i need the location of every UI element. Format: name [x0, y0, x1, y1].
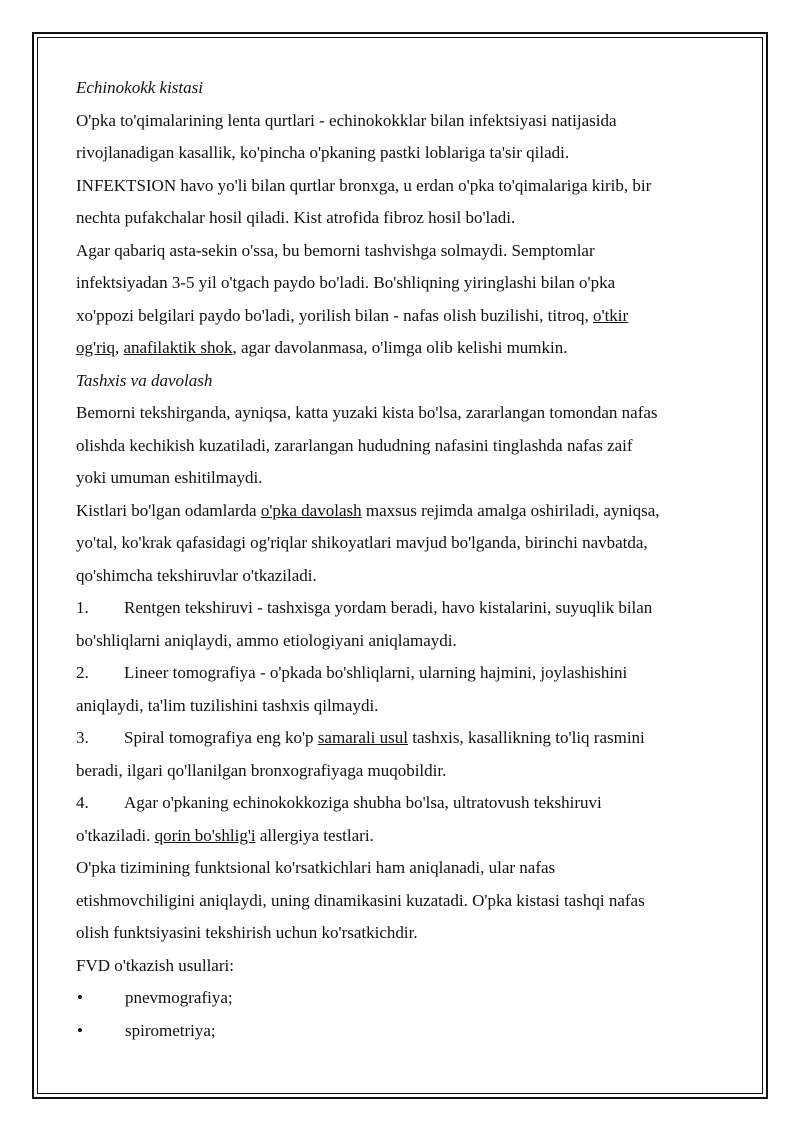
text-line: rivojlanadigan kasallik, ko'pincha o'pkaning pastki loblariga ta'sir qiladi. — [76, 143, 570, 162]
text-line: INFEKTSION havo yo'li bilan qurtlar bronxga, u erdan o'pka to'qimalariga kirib, bir — [76, 175, 652, 195]
list-number: 1. — [76, 598, 89, 617]
text-span: Kistlari bo'lgan odamlarda — [76, 500, 261, 520]
list-item — [76, 982, 726, 1015]
text-line — [76, 592, 726, 625]
paragraph-treatment — [76, 495, 726, 593]
text-line: olishda kechikish kuzatiladi, zararlangan hududning nafasini tinglashda nafas zaif — [76, 435, 633, 455]
link-otkir-ogriq-cont[interactable]: og'riq — [76, 338, 115, 357]
text-span: Lineer tomografiya - o'pkada bo'shliqlarni, ularning hajmini, joylashishini — [124, 663, 628, 682]
text-line — [76, 820, 726, 853]
text-span: Rentgen tekshiruvi - tashxisga yordam beradi, havo kistalarini, suyuqlik bilan — [124, 598, 653, 617]
text-line — [76, 657, 726, 690]
text-span: tashxis, kasallikning to'liq rasmini — [407, 728, 645, 747]
list-item — [76, 722, 726, 787]
list-item — [76, 787, 726, 852]
text-line — [76, 787, 726, 820]
text-span: o'tkaziladi. — [76, 825, 155, 845]
list-item — [76, 592, 726, 657]
link-otkir-ogriq[interactable]: o'tkir — [593, 305, 629, 325]
text-line — [76, 332, 726, 365]
section-heading-echinococcus: Echinokokk kistasi — [76, 78, 203, 97]
text-line — [76, 722, 726, 755]
text-line — [76, 300, 726, 333]
text-line: beradi, ilgari qo'llanilgan bronxografiyaga muqobildir. — [76, 760, 447, 780]
text-span: , agar davolanmasa, o'limga olib kelishi mumkin. — [232, 338, 568, 357]
text-line: infektsiyadan 3-5 yil o'tgach paydo bo'ladi. Bo'shliqning yiringlashi bilan o'pka — [76, 273, 616, 292]
paragraph-symptoms — [76, 235, 726, 365]
list-number: 3. — [76, 728, 89, 747]
document-body — [76, 72, 726, 1047]
text-line: Bemorni tekshirganda, ayniqsa, katta yuzaki kista bo'lsa, zararlangan tomondan nafas — [76, 403, 658, 422]
paragraph-definition — [76, 105, 726, 235]
list-number: 4. — [76, 793, 89, 812]
link-samarali-usul[interactable]: samarali usul — [317, 728, 408, 747]
bullet-icon: • — [77, 988, 83, 1007]
text-span: Agar o'pkaning echinokokkoziga shubha bo'lsa, ultratovush tekshiruvi — [124, 793, 602, 812]
text-line: O'pka to'qimalarining lenta qurtlari - echinokokklar bilan infektsiyasi natijasida — [76, 110, 617, 130]
text-span: xo'ppozi belgilari paydo bo'ladi, yorilish bilan - nafas olish buzilishi, titroq, — [76, 305, 593, 325]
text-span: , — [114, 338, 124, 357]
section-heading-diagnosis: Tashxis va davolash — [76, 370, 213, 390]
text-line: nechta pufakchalar hosil qiladi. Kist atrofida fibroz hosil bo'ladi. — [76, 208, 516, 227]
text-span: allergiya testlari. — [255, 825, 374, 845]
bullet-list — [76, 982, 726, 1047]
text-line: olish funktsiyasini tekshirish uchun ko'rsatkichdir. — [76, 923, 418, 942]
fvd-heading: FVD o'tkazish usullari: — [76, 955, 234, 975]
text-line: qo'shimcha tekshiruvlar o'tkaziladi. — [76, 565, 317, 585]
numbered-list — [76, 592, 726, 852]
paragraph-function — [76, 852, 726, 950]
list-number: 2. — [76, 663, 89, 682]
text-span: Spiral tomografiya eng ko'p — [124, 728, 318, 747]
text-line: O'pka tizimining funktsional ko'rsatkichlari ham aniqlanadi, ular nafas — [76, 858, 556, 877]
text-line — [76, 495, 726, 528]
link-qorin-boshligi[interactable]: qorin bo'shlig'i — [154, 825, 256, 845]
text-span: maxsus rejimda amalga oshiriladi, ayniqsa, — [361, 500, 660, 520]
bullet-icon: • — [77, 1020, 83, 1040]
link-opka-davolash[interactable]: o'pka davolash — [260, 500, 362, 520]
text-line: etishmovchiligini aniqlaydi, uning dinamikasini kuzatadi. O'pka kistasi tashqi nafas — [76, 890, 645, 910]
text-line: bo'shliqlarni aniqlaydi, ammo etiologiyani aniqlamaydi. — [76, 630, 457, 650]
paragraph-examination — [76, 397, 726, 495]
text-line: aniqlaydi, ta'lim tuzilishini tashxis qilmaydi. — [76, 695, 379, 715]
link-anafilaktik-shok[interactable]: anafilaktik shok — [123, 338, 233, 357]
text-span: pnevmografiya; — [125, 988, 233, 1007]
text-line: yo'tal, ko'krak qafasidagi og'riqlar shikoyatlari mavjud bo'lganda, birinchi navbatda, — [76, 533, 648, 552]
list-item — [76, 1015, 726, 1048]
text-line: Agar qabariq asta-sekin o'ssa, bu bemorni tashvishga solmaydi. Semptomlar — [76, 240, 595, 260]
list-item — [76, 657, 726, 722]
text-span: spirometriya; — [125, 1020, 216, 1040]
text-line: yoki umuman eshitilmaydi. — [76, 468, 263, 487]
